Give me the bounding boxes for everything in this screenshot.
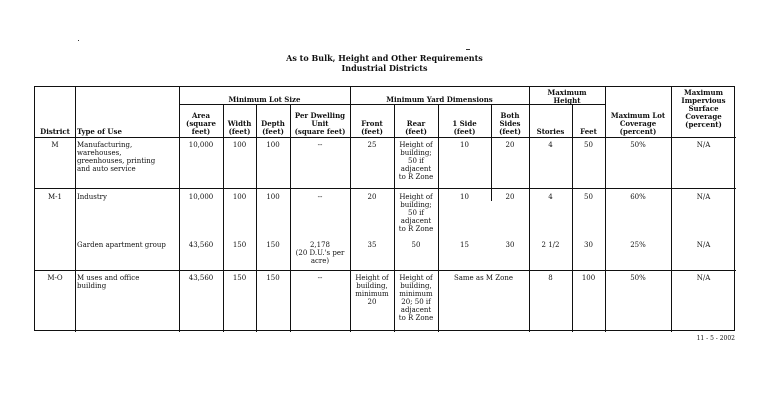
table-cell-per-dwelling: 2,178 (20 D.U.'s per acre) bbox=[295, 241, 345, 265]
table-cell-feet: 50 bbox=[584, 193, 593, 201]
table-cell-feet: 100 bbox=[581, 274, 596, 282]
scan-speck bbox=[466, 49, 470, 50]
table-cell-lot-coverage: 50% bbox=[630, 141, 646, 149]
table-cell-rear: Height of building; 50 if adjacent to R Zone bbox=[398, 141, 434, 181]
table-cell-area: 43,560 bbox=[188, 274, 214, 282]
rear-header: Rear (feet) bbox=[405, 119, 427, 136]
page-title: As to Bulk, Height and Other Requirements bbox=[286, 53, 483, 63]
table-cell-impervious: N/A bbox=[696, 274, 711, 282]
table-cell-feet: 50 bbox=[584, 141, 593, 149]
table-cell-district: M-1 bbox=[48, 193, 62, 201]
one-side-header: 1 Side (feet) bbox=[452, 119, 477, 136]
table-cell-width: 100 bbox=[232, 141, 247, 149]
table-cell-one-side: 15 bbox=[460, 241, 469, 249]
table-cell-depth: 150 bbox=[266, 241, 280, 249]
table-cell-one-side: 10 bbox=[460, 193, 469, 201]
page-footer: 11 - 5 - 2002 bbox=[696, 335, 735, 342]
table-cell-area: 43,560 bbox=[188, 241, 214, 249]
table-cell-front: 25 bbox=[367, 141, 377, 149]
stories-header: Stories bbox=[536, 127, 565, 136]
table-cell-front: 35 bbox=[367, 241, 377, 249]
table-cell-area: 10,000 bbox=[188, 141, 214, 149]
table-cell-impervious: N/A bbox=[696, 241, 711, 249]
table-cell-district: M bbox=[51, 141, 59, 149]
max-impervious-header: Maximum Impervious Surface Coverage (percent) bbox=[681, 88, 726, 129]
width-header: Width (feet) bbox=[227, 119, 252, 136]
type-of-use-header: Type of Use bbox=[77, 127, 122, 136]
table-cell-rear: 50 bbox=[411, 241, 421, 249]
table-cell-district: M-O bbox=[47, 274, 63, 282]
max-height-header: Maximum Height bbox=[547, 88, 587, 105]
table-cell-per-dwelling: -- bbox=[317, 274, 323, 282]
area-header: Area (square feet) bbox=[186, 111, 216, 136]
table-cell-impervious: N/A bbox=[696, 193, 711, 201]
table-cell-type: Garden apartment group bbox=[77, 241, 166, 249]
district-header: District bbox=[40, 127, 70, 136]
table-cell-both-sides: 30 bbox=[505, 241, 515, 249]
table-cell-both-sides: 20 bbox=[505, 141, 515, 149]
depth-header: Depth (feet) bbox=[261, 119, 285, 136]
table-cell-width: 100 bbox=[232, 193, 247, 201]
table-cell-front: 20 bbox=[367, 193, 377, 201]
table-cell-per-dwelling: -- bbox=[317, 141, 323, 149]
max-lot-coverage-header: Maximum Lot Coverage (percent) bbox=[610, 111, 666, 136]
per-dwelling-header: Per Dwelling Unit (square feet) bbox=[294, 111, 346, 136]
table-cell-rear: Height of building; 50 if adjacent to R Zone bbox=[398, 193, 434, 233]
table-cell-one-side: 10 bbox=[460, 141, 469, 149]
table-cell-lot-coverage: 60% bbox=[630, 193, 646, 201]
table-cell-feet: 30 bbox=[584, 241, 593, 249]
table-cell-depth: 100 bbox=[266, 141, 280, 149]
table-cell-stories: 4 bbox=[548, 193, 553, 201]
table-cell-impervious: N/A bbox=[696, 141, 711, 149]
table-cell-lot-coverage: 50% bbox=[630, 274, 646, 282]
table-cell-type: Industry bbox=[77, 193, 107, 201]
table-cell-stories: 8 bbox=[548, 274, 553, 282]
table-cell-rear: Height of building, minimum 20; 50 if adjacent to R Zone bbox=[398, 274, 434, 322]
min-lot-size-header: Minimum Lot Size bbox=[228, 95, 301, 104]
scan-speck bbox=[78, 40, 79, 41]
both-sides-header: Both Sides (feet) bbox=[499, 111, 521, 136]
table-cell-both-sides: 20 bbox=[505, 193, 515, 201]
table-cell-type: Manufacturing, warehouses, greenhouses, printing and auto service bbox=[77, 141, 156, 173]
table-cell-depth: 100 bbox=[266, 193, 280, 201]
table-cell-type: M uses and office building bbox=[77, 274, 140, 290]
table-cell-sides-merged: Same as M Zone bbox=[453, 274, 514, 282]
front-header: Front (feet) bbox=[361, 119, 383, 136]
table-cell-stories: 4 bbox=[548, 141, 553, 149]
table-cell-width: 150 bbox=[232, 274, 247, 282]
table-cell-stories: 2 1/2 bbox=[541, 241, 560, 249]
table-cell-depth: 150 bbox=[266, 274, 280, 282]
min-yard-header: Minimum Yard Dimensions bbox=[386, 95, 493, 104]
table-cell-per-dwelling: -- bbox=[317, 193, 323, 201]
feet-header: Feet bbox=[580, 127, 597, 136]
table-cell-front: Height of building, minimum 20 bbox=[355, 274, 389, 306]
requirements-table bbox=[34, 86, 735, 331]
page-subtitle: Industrial Districts bbox=[341, 63, 428, 73]
table-cell-lot-coverage: 25% bbox=[630, 241, 646, 249]
table-cell-width: 150 bbox=[232, 241, 247, 249]
table-cell-area: 10,000 bbox=[188, 193, 214, 201]
